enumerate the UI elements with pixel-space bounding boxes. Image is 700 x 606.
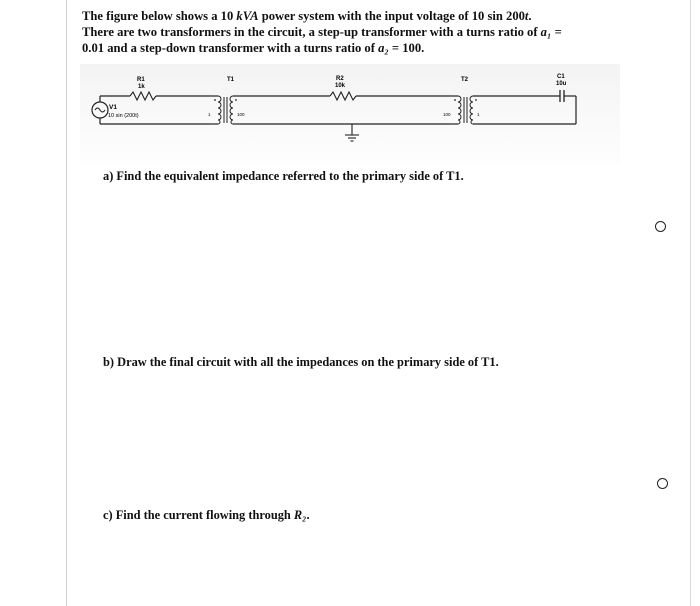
intro-line-3 bbox=[82, 40, 642, 56]
polarity-dot-icon bbox=[454, 99, 456, 101]
question-b-text: b) Draw the bbox=[103, 355, 170, 369]
c1-value-label: 10u bbox=[556, 81, 567, 87]
question-c-text: . bbox=[306, 508, 310, 522]
intro-text: . bbox=[528, 9, 532, 23]
resistor-r2-icon bbox=[330, 92, 356, 100]
v1-value-label: 10 sin (200t) bbox=[108, 113, 139, 119]
question-b-text: with all the impedances on the primary side of T1. bbox=[230, 355, 499, 369]
intro-line-1 bbox=[82, 8, 642, 24]
sine-symbol-icon bbox=[95, 108, 105, 112]
r1-name-label: R1 bbox=[137, 77, 145, 83]
circuit-diagram bbox=[80, 64, 620, 164]
t2-name-label: T2 bbox=[461, 77, 469, 83]
intro-text: 0.01 and a step-down transformer with a turns ratio of bbox=[82, 41, 379, 55]
t1-primary-coil-icon bbox=[218, 96, 221, 124]
r2-name-label: R2 bbox=[336, 76, 344, 82]
v1-name-label: V1 bbox=[109, 104, 117, 111]
intro-symbol: a₂ bbox=[378, 41, 389, 55]
question-c-text: c) Find the current flowing through bbox=[103, 508, 294, 522]
answer-radio-a[interactable] bbox=[655, 221, 666, 232]
t1-secondary-coil-icon bbox=[230, 96, 233, 124]
question-b bbox=[103, 355, 499, 370]
question-c-symbol: R₂ bbox=[293, 508, 307, 522]
question-a bbox=[103, 169, 464, 184]
problem-statement bbox=[82, 8, 642, 56]
r2-value-label: 10k bbox=[335, 83, 346, 89]
t2-right-ratio: 1 bbox=[477, 112, 480, 117]
circuit-svg bbox=[80, 64, 620, 164]
question-b-emphasis: final circuit bbox=[169, 355, 231, 369]
polarity-dot-icon bbox=[214, 99, 216, 101]
intro-unit: kVA bbox=[236, 9, 259, 23]
intro-line-2 bbox=[82, 24, 642, 40]
intro-text: power system with the input voltage of 10 sin 200 bbox=[258, 9, 525, 23]
polarity-dot-icon bbox=[475, 99, 477, 101]
t2-left-ratio: 100 bbox=[443, 112, 451, 117]
intro-symbol: a₁ = bbox=[540, 25, 562, 39]
t2-secondary-coil-icon bbox=[470, 96, 473, 124]
t1-left-ratio: 1 bbox=[208, 112, 211, 117]
intro-var: t bbox=[524, 9, 529, 23]
c1-name-label: C1 bbox=[557, 74, 565, 80]
polarity-dot-icon bbox=[235, 99, 237, 101]
question-c bbox=[103, 508, 310, 523]
page-left-border bbox=[66, 0, 67, 606]
intro-text: = 100. bbox=[388, 41, 425, 55]
r1-value-label: 1k bbox=[138, 84, 145, 90]
question-a-text: a) Find the equivalent impedance referred to the primary side of T1. bbox=[103, 169, 464, 183]
intro-text: The figure below shows a 10 bbox=[82, 9, 237, 23]
page-right-border bbox=[690, 0, 691, 606]
t1-name-label: T1 bbox=[227, 77, 235, 83]
t2-primary-coil-icon bbox=[458, 96, 461, 124]
answer-radio-b[interactable] bbox=[657, 478, 668, 489]
t1-right-ratio: 100 bbox=[237, 112, 245, 117]
resistor-r1-icon bbox=[130, 92, 156, 100]
intro-text: There are two transformers in the circuit, a step-up transformer with a turns ratio of bbox=[82, 25, 541, 39]
